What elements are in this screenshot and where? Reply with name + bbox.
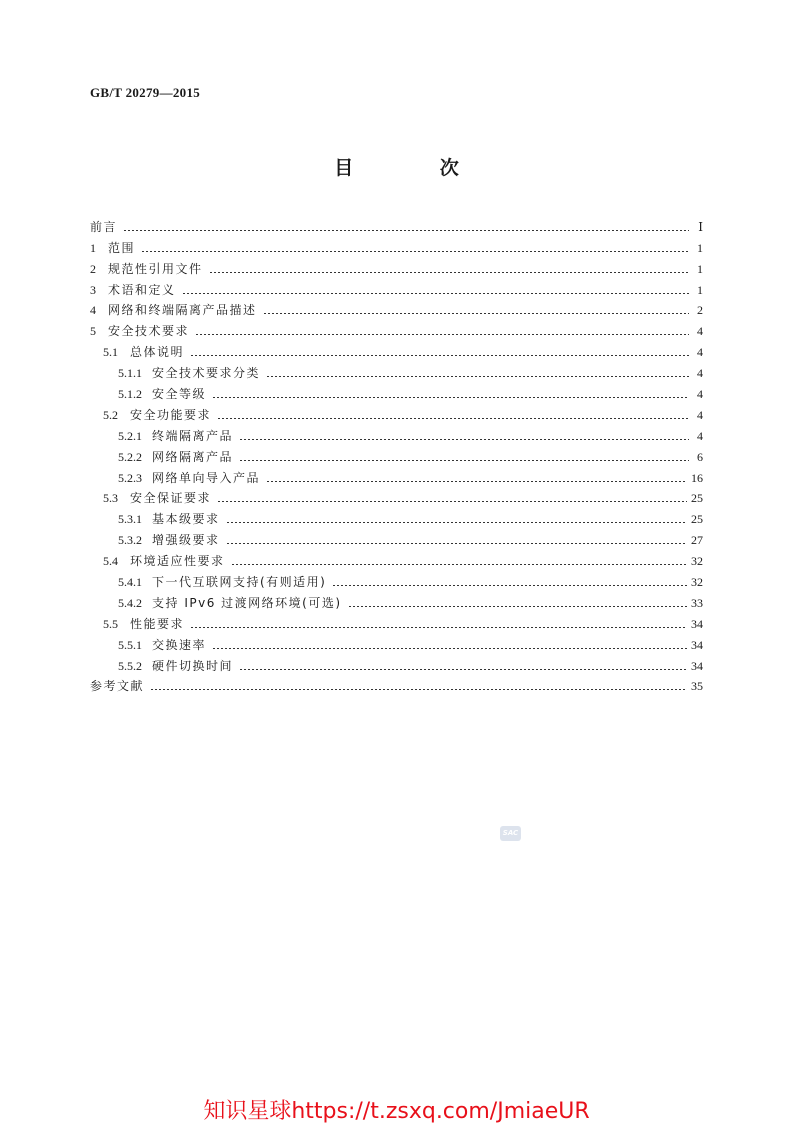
logo-watermark-icon: SAC <box>500 826 521 841</box>
toc-entry-number: 1 <box>90 240 96 255</box>
toc-entry[interactable] <box>90 569 703 590</box>
toc-entry-page: 2 <box>697 303 703 318</box>
toc-dot-leader <box>123 230 689 231</box>
toc-entry-number: 5.5.2 <box>118 658 142 673</box>
toc-dot-leader <box>239 460 689 461</box>
toc-entry-label: 基本级要求 <box>152 512 220 527</box>
toc-entry-number: 5.3 <box>103 491 118 506</box>
footer-watermark-link[interactable]: 知识星球https://t.zsxq.com/JmiaeUR <box>203 1099 590 1124</box>
toc-entry-page: 4 <box>697 324 703 339</box>
toc-entry-number: 5.4.1 <box>118 575 142 590</box>
toc-entry[interactable] <box>90 527 703 548</box>
toc-entry-number: 5.5 <box>103 616 118 631</box>
toc-entry-page: 34 <box>691 616 703 631</box>
toc-entry-page: 27 <box>691 533 703 548</box>
toc-dot-leader <box>195 334 689 335</box>
toc-dot-leader <box>348 606 687 607</box>
toc-entry-page: Ⅰ <box>698 219 703 234</box>
toc-entry-number: 5.2.2 <box>118 449 142 464</box>
toc-dot-leader <box>141 251 689 252</box>
toc-entry-page: 25 <box>691 512 703 527</box>
toc-dot-leader <box>217 501 687 502</box>
toc-entry-page: 33 <box>691 595 703 610</box>
toc-entry-page: 4 <box>697 366 703 381</box>
toc-entry-number: 5 <box>90 324 96 339</box>
toc-entry-page: 34 <box>691 658 703 673</box>
toc-entry-label: 术语和定义 <box>108 282 176 297</box>
toc-entry[interactable] <box>90 423 703 444</box>
toc-dot-leader <box>226 522 687 523</box>
toc-entry-label: 网络单向导入产品 <box>152 470 261 485</box>
toc-entry-label: 范围 <box>108 240 136 255</box>
toc-entry-number: 5.2 <box>103 407 118 422</box>
table-of-contents <box>90 214 703 694</box>
toc-entry-label: 硬件切换时间 <box>152 658 234 673</box>
toc-entry[interactable] <box>90 444 703 465</box>
toc-entry-label: 安全功能要求 <box>130 407 212 422</box>
toc-entry-page: 16 <box>691 470 703 485</box>
toc-entry[interactable] <box>90 339 703 360</box>
toc-entry-page: 34 <box>691 637 703 652</box>
toc-dot-leader <box>190 355 689 356</box>
toc-dot-leader <box>239 669 687 670</box>
toc-entry[interactable] <box>90 235 703 256</box>
standard-code: GB/T 20279—2015 <box>90 85 201 100</box>
toc-entry[interactable] <box>90 381 703 402</box>
toc-entry[interactable] <box>90 402 703 423</box>
toc-entry-page: 4 <box>697 387 703 402</box>
toc-entry-number: 5.1 <box>103 345 118 360</box>
toc-entry-label: 安全保证要求 <box>130 491 212 506</box>
toc-entry-page: 32 <box>691 554 703 569</box>
toc-entry-label: 安全技术要求 <box>108 324 190 339</box>
toc-entry-page: 32 <box>691 575 703 590</box>
toc-entry[interactable] <box>90 318 703 339</box>
toc-entry[interactable] <box>90 590 703 611</box>
toc-dot-leader <box>263 313 689 314</box>
toc-entry-page: 1 <box>697 240 703 255</box>
toc-entry-number: 5.5.1 <box>118 637 142 652</box>
toc-entry[interactable] <box>90 298 703 319</box>
toc-entry-number: 5.3.2 <box>118 533 142 548</box>
toc-entry[interactable] <box>90 256 703 277</box>
toc-entry-label: 环境适应性要求 <box>130 554 225 569</box>
toc-entry[interactable] <box>90 486 703 507</box>
toc-entry-page: 35 <box>691 679 703 694</box>
toc-entry-number: 5.2.3 <box>118 470 142 485</box>
toc-entry-label: 支持 IPv6 过渡网络环境(可选) <box>152 595 342 610</box>
toc-entry-page: 4 <box>697 428 703 443</box>
toc-dot-leader <box>212 397 689 398</box>
toc-entry-label: 网络和终端隔离产品描述 <box>108 303 257 318</box>
toc-entry-page: 1 <box>697 282 703 297</box>
toc-dot-leader <box>332 585 687 586</box>
toc-dot-leader <box>266 376 689 377</box>
toc-entry[interactable] <box>90 674 703 695</box>
toc-entry-label: 终端隔离产品 <box>152 428 234 443</box>
toc-dot-leader <box>226 543 687 544</box>
toc-entry-number: 4 <box>90 303 96 318</box>
toc-dot-leader <box>150 689 687 690</box>
toc-entry-number: 5.1.2 <box>118 387 142 402</box>
toc-entry-label: 规范性引用文件 <box>108 261 203 276</box>
toc-entry-page: 4 <box>697 345 703 360</box>
toc-dot-leader <box>212 648 687 649</box>
toc-entry-page: 4 <box>697 407 703 422</box>
toc-dot-leader <box>239 439 689 440</box>
toc-entry-label: 安全技术要求分类 <box>152 366 261 381</box>
toc-entry-number: 5.3.1 <box>118 512 142 527</box>
toc-dot-leader <box>190 627 687 628</box>
toc-entry[interactable] <box>90 653 703 674</box>
toc-entry-number: 5.4.2 <box>118 595 142 610</box>
toc-entry-page: 25 <box>691 491 703 506</box>
toc-entry-number: 3 <box>90 282 96 297</box>
toc-dot-leader <box>209 272 689 273</box>
toc-entry-label: 下一代互联网支持(有则适用) <box>152 575 327 590</box>
toc-entry[interactable] <box>90 214 703 235</box>
toc-entry[interactable] <box>90 506 703 527</box>
toc-entry[interactable] <box>90 611 703 632</box>
toc-entry-number: 2 <box>90 261 96 276</box>
toc-entry-number: 5.1.1 <box>118 366 142 381</box>
toc-dot-leader <box>231 564 687 565</box>
toc-entry-page: 1 <box>697 261 703 276</box>
toc-entry-label: 安全等级 <box>152 387 207 402</box>
toc-dot-leader <box>266 481 687 482</box>
toc-entry-label: 性能要求 <box>130 616 185 631</box>
toc-entry-label: 增强级要求 <box>152 533 220 548</box>
toc-entry-page: 6 <box>697 449 703 464</box>
toc-entry[interactable] <box>90 360 703 381</box>
toc-entry-number: 5.2.1 <box>118 428 142 443</box>
toc-entry-label: 交换速率 <box>152 637 207 652</box>
toc-entry-label: 前言 <box>90 219 118 234</box>
toc-entry[interactable] <box>90 277 703 298</box>
toc-entry-label: 参考文献 <box>90 679 145 694</box>
page-title: 目 次 <box>334 157 499 179</box>
toc-entry[interactable] <box>90 465 703 486</box>
toc-entry[interactable] <box>90 548 703 569</box>
toc-entry-label: 总体说明 <box>130 345 185 360</box>
toc-entry[interactable] <box>90 632 703 653</box>
toc-dot-leader <box>217 418 689 419</box>
toc-dot-leader <box>182 293 689 294</box>
toc-entry-number: 5.4 <box>103 554 118 569</box>
toc-entry-label: 网络隔离产品 <box>152 449 234 464</box>
